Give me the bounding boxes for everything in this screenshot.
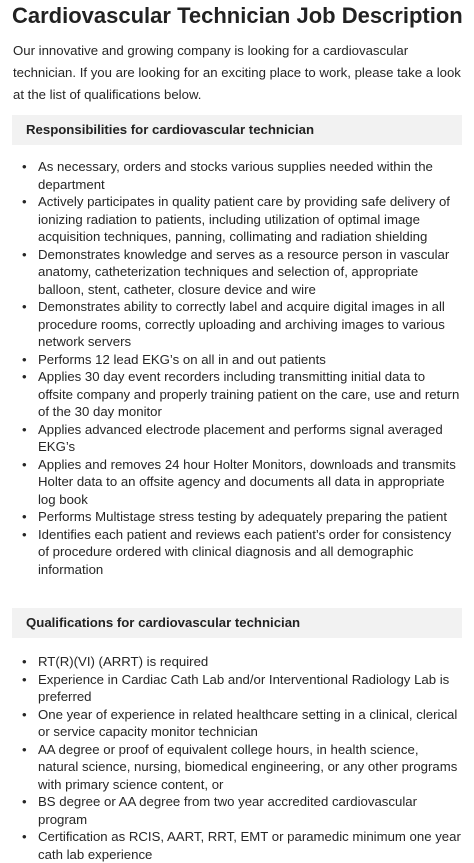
list-item: • One year of experience in related healthcare setting in a clinical, clerical or service capacity monitor technician (22, 706, 458, 739)
bullet-icon: • (22, 794, 27, 809)
intro-paragraph: Our innovative and growing company is looking for a cardiovascular technician. If you are looking for an exciting place to work, please take a look at the list of qualifications below. (13, 43, 461, 102)
responsibilities-list (12, 158, 462, 578)
bullet-icon: • (22, 299, 27, 314)
section-spacer (12, 578, 462, 599)
list-item: • Performs 12 lead EKG’s on all in and out patients (22, 351, 326, 367)
bullet-icon: • (22, 421, 27, 437)
qualifications-list (12, 653, 462, 863)
page-title: Cardiovascular Technician Job Description (12, 3, 463, 28)
bullet-icon: • (22, 159, 27, 174)
list-item: • Applies 30 day event recorders including transmitting initial data to offsite company and properly training patient on the care, use and return of the 30 day monitor (22, 369, 460, 419)
list-item: • AA degree or proof of equivalent college hours, in health science, natural science, nursing, biomedical engineering, or any other programs with primary science content, or (22, 741, 458, 792)
bullet-icon: • (22, 246, 27, 262)
qualifications-heading: Qualifications for cardiovascular technician (12, 608, 462, 638)
bullet-icon: • (22, 671, 27, 687)
bullet-icon: • (22, 369, 27, 384)
bullet-icon: • (22, 829, 27, 844)
list-item: • Applies and removes 24 hour Holter Monitors, downloads and transmits Holter data to an offsite agency and documents all data in appropriate log book (22, 456, 456, 507)
bullet-icon: • (22, 741, 27, 757)
responsibilities-heading: Responsibilities for cardiovascular technician (12, 115, 462, 145)
list-item: • Demonstrates knowledge and serves as a resource person in vascular anatomy, catheterization techniques and selection of, appropriate balloon, stent, catheter, closure device and wire (22, 246, 450, 297)
list-item: • Identifies each patient and reviews each patient’s order for consistency of procedure ordered with clinical diagnosis and all demographic information (22, 526, 452, 577)
list-item: • As necessary, orders and stocks various supplies needed within the department (22, 159, 433, 192)
list-item: • Demonstrates ability to correctly label and acquire digital images in all procedure rooms, correctly uploading and archiving images to various network servers (22, 299, 445, 349)
bullet-icon: • (22, 509, 27, 524)
bullet-icon: • (22, 456, 27, 472)
list-item: • Applies advanced electrode placement and performs signal averaged EKG’s (22, 421, 443, 454)
list-item: • RT(R)(VI) (ARRT) is required (22, 654, 209, 669)
list-item: • Experience in Cardiac Cath Lab and/or Interventional Radiology Lab is preferred (22, 671, 450, 704)
list-item: • BS degree or AA degree from two year accredited cardiovascular program (22, 794, 417, 827)
list-item: • Certification as RCIS, AART, RRT, EMT or paramedic minimum one year cath lab experience (22, 829, 461, 862)
bullet-icon: • (22, 194, 27, 209)
list-item: • Actively participates in quality patient care by providing safe delivery of ionizing radiation to patients, including utilization of optimal image acquisition techniques, panning, collimating and radiation shielding (22, 194, 450, 244)
bullet-icon: • (22, 351, 27, 367)
list-item: • Performs Multistage stress testing by adequately preparing the patient (22, 509, 448, 524)
bullet-icon: • (22, 526, 27, 542)
bullet-icon: • (22, 654, 27, 669)
bullet-icon: • (22, 706, 27, 722)
